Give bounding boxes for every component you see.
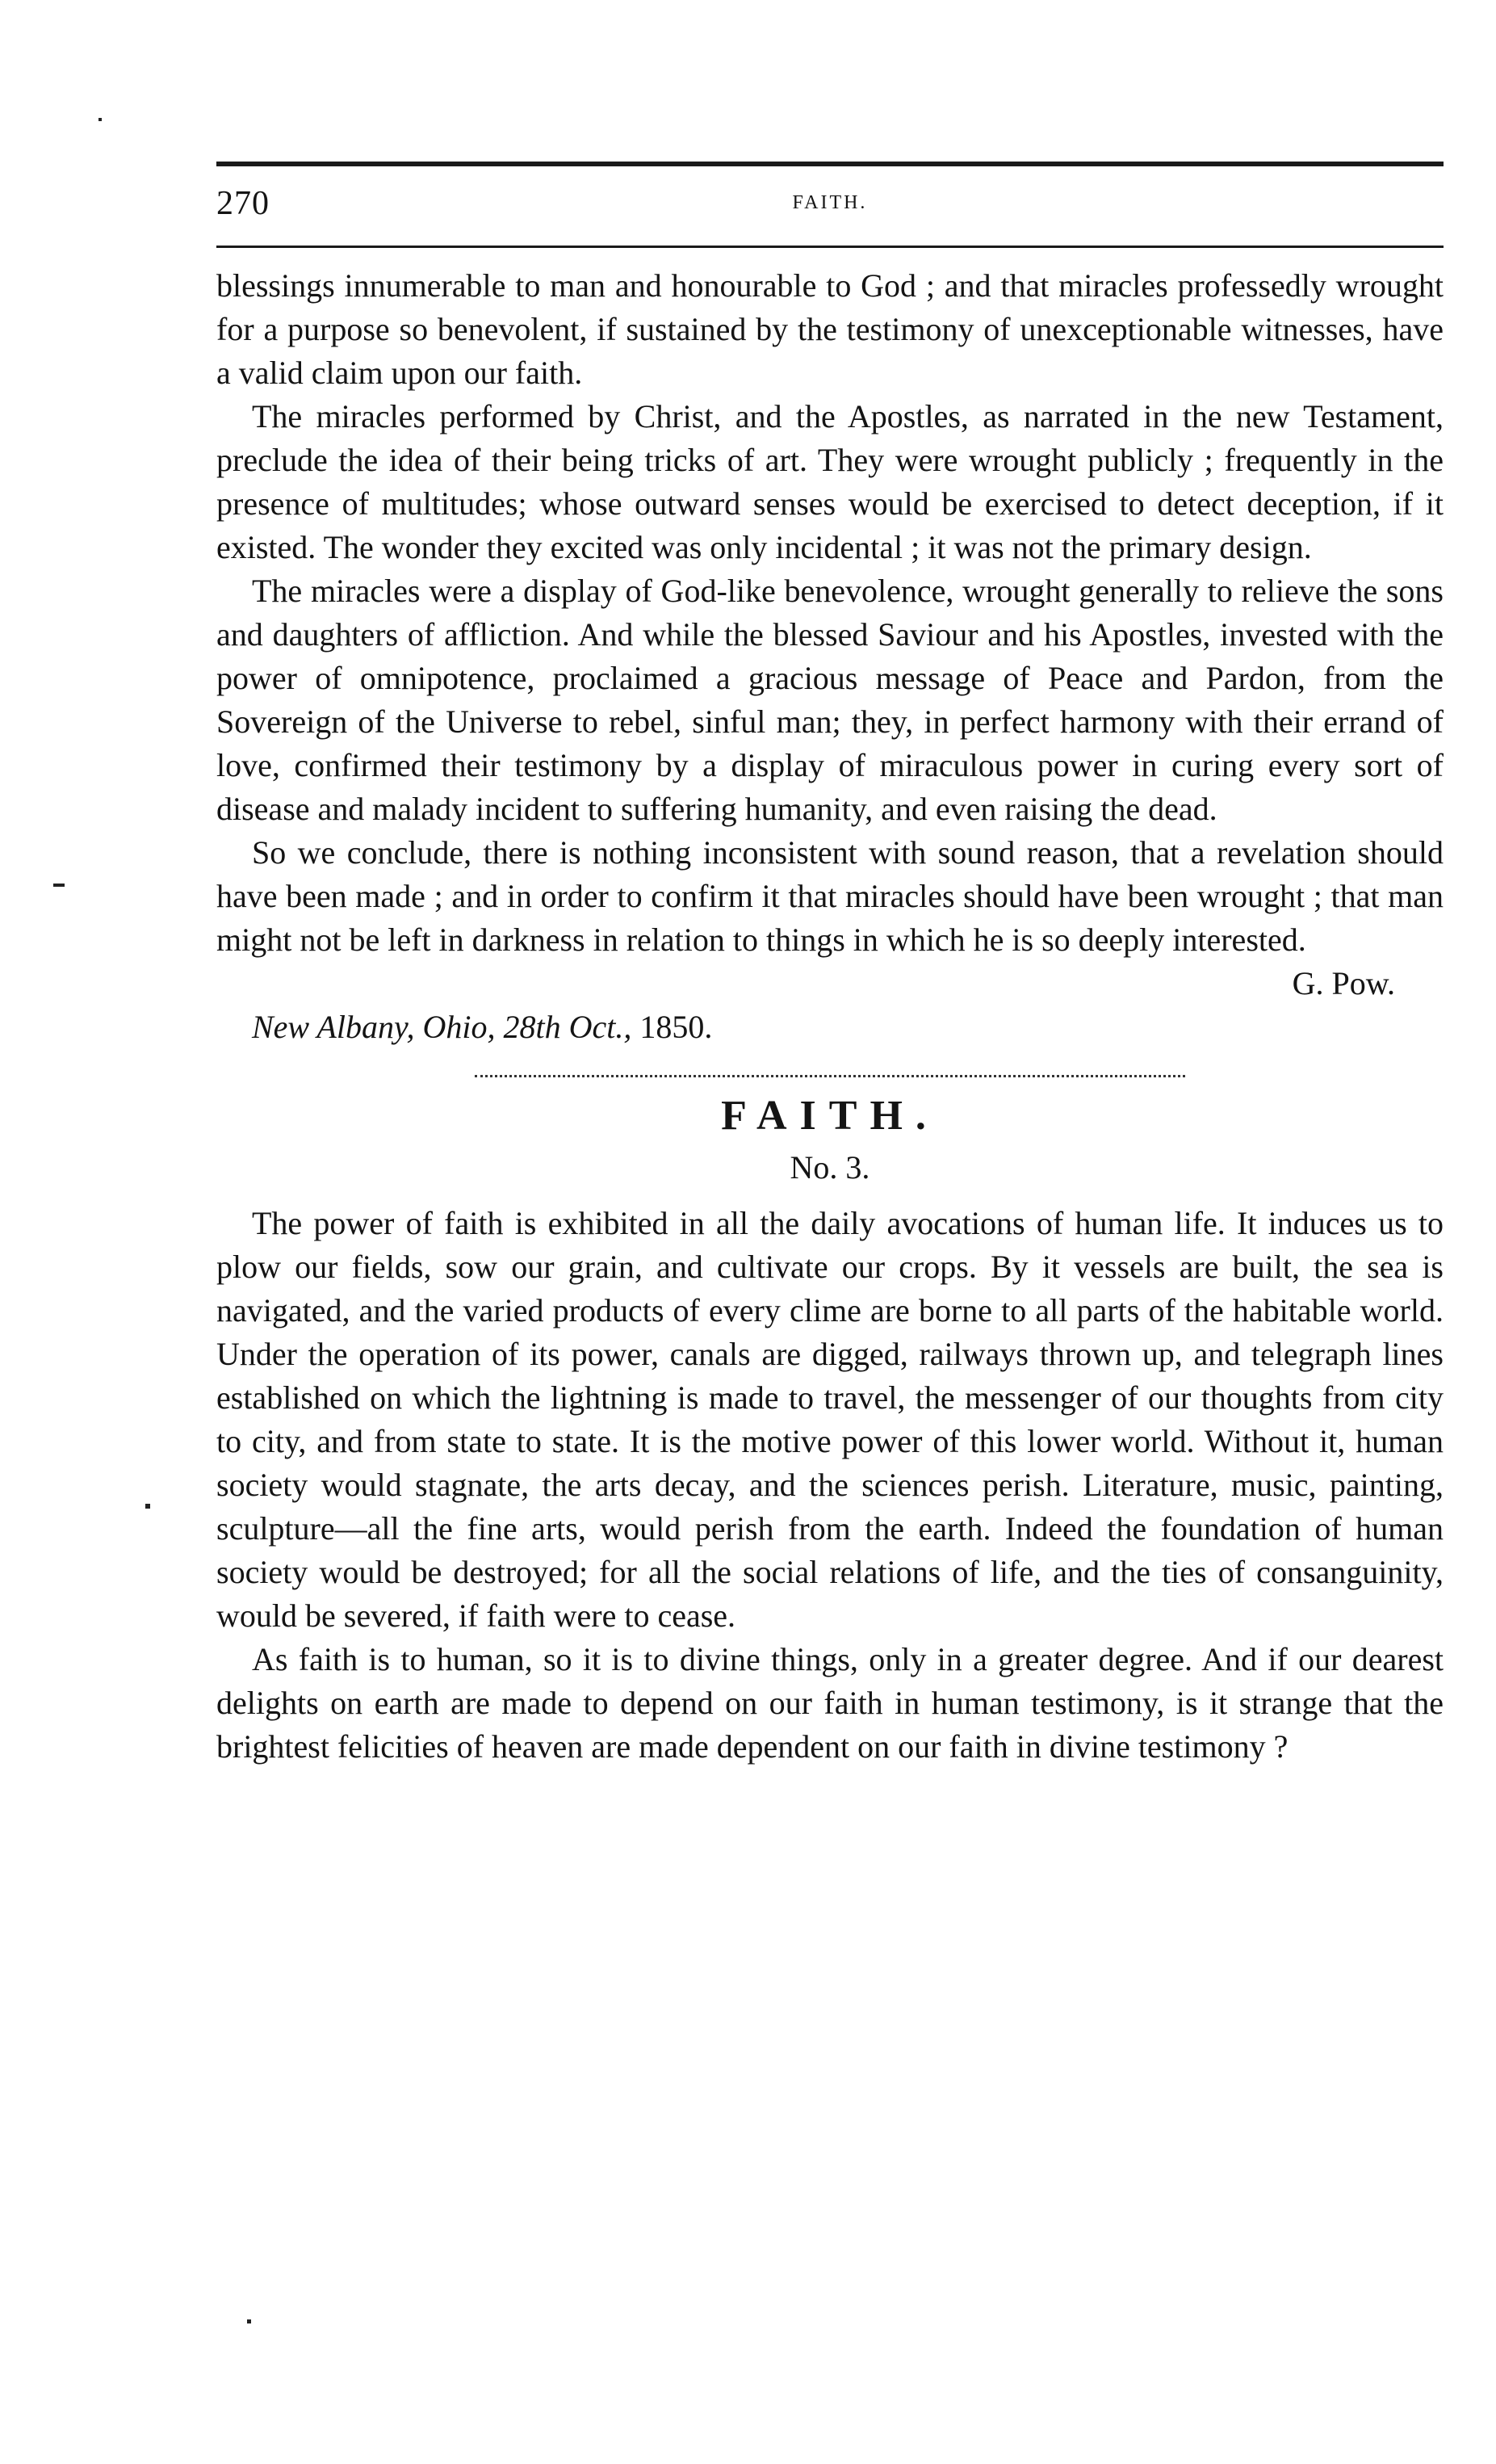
header-bottom-rule bbox=[216, 246, 1444, 248]
section-divider-ornament bbox=[475, 1067, 1185, 1077]
article-one bbox=[216, 264, 1444, 1049]
article-one-paragraph: blessings innumerable to man and honourable to God ; and that miracles professedly wrought for a purpose so benevolent, if sustained by the testimony of unexceptionable witnesses, have a valid claim upon our faith. bbox=[216, 267, 1444, 391]
article-one-paragraph: The miracles were a display of God-like benevolence, wrought generally to relieve the sons and daughters of affliction. And while the blessed Saviour and his Apostles, invested with the power of omnipotence, proclaimed a gracious message of Peace and Pardon, from the Sovereign of the Universe to rebel, sinful man; they, in perfect harmony with their errand of love, confirmed their testimony by a display of miraculous power in curing every sort of disease and malady incident to suffering humanity, and even raising the dead. bbox=[216, 573, 1444, 827]
header-top-rule bbox=[216, 162, 1444, 166]
margin-speck bbox=[145, 1504, 150, 1509]
article-one-paragraph: The miracles performed by Christ, and the Apostles, as narrated in the new Testament, preclude the idea of their being tricks of art. They were wrought publicly ; frequently in the presence of multitudes; whose outward senses would be exercised to detect deception, if it existed. The wonder they excited was only incidental ; it was not the primary design. bbox=[216, 398, 1444, 565]
margin-speck bbox=[98, 118, 102, 121]
page-header bbox=[216, 184, 1444, 233]
page-number: 270 bbox=[216, 185, 270, 222]
article-two-paragraph: As faith is to human, so it is to divine things, only in a greater degree. And if our dearest delights on earth are made to depend on our faith in human testimony, is it strange that the brightest felicities of heaven are made dependent on our faith in divine testimony ? bbox=[216, 1641, 1444, 1765]
article-two bbox=[216, 1090, 1444, 1769]
dateline-year: 1850. bbox=[639, 1009, 713, 1045]
author-signature: G. Pow. bbox=[1292, 965, 1395, 1001]
margin-speck bbox=[247, 2319, 251, 2323]
dateline bbox=[216, 1005, 1444, 1049]
book-page bbox=[216, 162, 1444, 1769]
dateline-place: New Albany, Ohio, 28th Oct., bbox=[252, 1009, 632, 1045]
section-title: FAITH. bbox=[721, 1093, 939, 1139]
article-two-paragraph: The power of faith is exhibited in all the daily avocations of human life. It induces us to plow our fields, sow our grain, and cultivate our crops. By it vessels are built, the sea is navigated, and the varied products of every clime are borne to all parts of the habitable world. Under the operation of its power, canals are digged, railways thrown up, and telegraph lines established on which the lightning is made to travel, the messenger of our thoughts from city to city, and from state to state. It is the motive power of this lower world. Without it, human society would stagnate, the arts decay, and the sciences perish. Literature, music, painting, sculpture—all the fine arts, would perish from the earth. Indeed the foundation of human society would be destroyed; for all the social relations of life, and the ties of consanguinity, would be severed, if faith were to cease. bbox=[216, 1205, 1444, 1634]
article-one-paragraph: So we conclude, there is nothing inconsistent with sound reason, that a revelation should have been made ; and in order to confirm it that miracles should have been wrought ; that man might not be left in darkness in relation to things in which he is so deeply interested. bbox=[216, 834, 1444, 958]
running-head: FAITH. bbox=[792, 192, 868, 213]
margin-speck bbox=[53, 884, 65, 887]
section-number: No. 3. bbox=[790, 1149, 870, 1186]
